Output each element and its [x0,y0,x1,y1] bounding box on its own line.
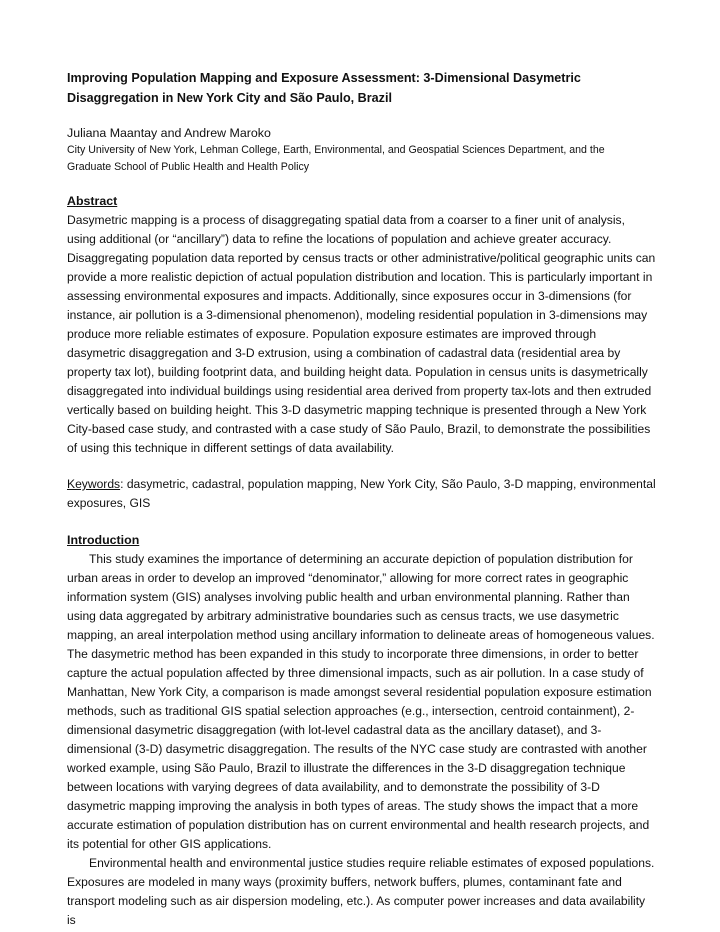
author-affiliation [67,142,657,176]
introduction-heading: Introduction [67,533,140,547]
keywords-paragraph [67,475,657,513]
paper-page [67,68,657,930]
title-line-1: Improving Population Mapping and Exposure Assessment: 3-Dimensional Dasymetric [67,71,581,85]
introduction-paragraph-2: Environmental health and environmental justice studies require reliable estimates of exposed populations. Exposures are modeled in many ways (proximity buffers, network buffers, plumes, contaminant fate and transport modeling such as air dispersion modeling, etc.). As computer power increases and data availability is [67,856,655,927]
author-names: Juliana Maantay and Andrew Maroko [67,126,271,140]
title-line-2: Disaggregation in New York City and São Paulo, Brazil [67,91,392,105]
abstract-text: Dasymetric mapping is a process of disaggregating spatial data from a coarser to a finer unit of analysis, using additional (or “ancillary”) data to refine the locations of population and achieve greater accuracy. Disaggregating population data reported by census tracts or other administrative/political geographic units can provide a more realistic depiction of actual population distribution and location. This is particularly important in assessing environmental exposures and impacts. Additionally, since exposures occur in 3-dimensions (for instance, air pollution is a 3-dimensional phenomenon), modeling residential population in 3-dimensions may produce more reliable estimates of exposure. Population exposure estimates are improved through dasymetric disaggregation and 3-D extrusion, using a combination of cadastral data (residential area by property tax lot), building footprint data, and building height data. Population in census units is dasymetrically disaggregated into individual buildings using residential area derived from property tax-lots and then extruded vertically based on building height. This 3-D dasymetric mapping technique is presented through a New York City-based case study, and contrasted with a case study of São Paulo, Brazil, to demonstrate the possibilities of using this technique in different settings of data availability. [67,213,656,455]
introduction-paragraph-1: This study examines the importance of determining an accurate depiction of population distribution for urban areas in order to develop an improved “denominator,” allowing for more correct rates in geographic information system (GIS) analyses involving public health and urban environmental planning. Rather than using data aggregated by arbitrary administrative boundaries such as census tracts, we use dasymetric mapping, an areal interpolation method using ancillary information to delineate areas of homogeneous values. The dasymetric method has been expanded in this study to incorporate three dimensions, in order to better capture the actual population affected by three dimensional impacts, such as air pollution. In a case study of Manhattan, New York City, a comparison is made amongst several residential population exposure estimation methods, such as traditional GIS spatial selection approaches (e.g., intersection, centroid containment), 2-dimensional dasymetric disaggregation (with lot-level cadastral data as the ancillary dataset), and 3-dimensional (3-D) dasymetric disaggregation. The results of the NYC case study are contrasted with another worked example, using São Paulo, Brazil to illustrate the differences in the 3-D disaggregation technique between locations with varying degrees of data availability, and to demonstrate the possibility of 3-D dasymetric mapping improving the analysis in both types of areas. The study shows the impact that a more accurate estimation of population distribution has on current environmental and health research projects, and its potential for other GIS applications. [67,552,655,851]
abstract-heading: Abstract [67,194,118,208]
keywords-text: : dasymetric, cadastral, population mapping, New York City, São Paulo, 3-D mapping, environmental exposures, GIS [67,477,656,510]
paper-title [67,68,657,108]
affiliation-line-2: Graduate School of Public Health and Health Policy [67,161,310,173]
keywords-label: Keywords [67,477,121,491]
affiliation-line-1: City University of New York, Lehman College, Earth, Environmental, and Geospatial Sciences Department, and the [67,144,605,156]
